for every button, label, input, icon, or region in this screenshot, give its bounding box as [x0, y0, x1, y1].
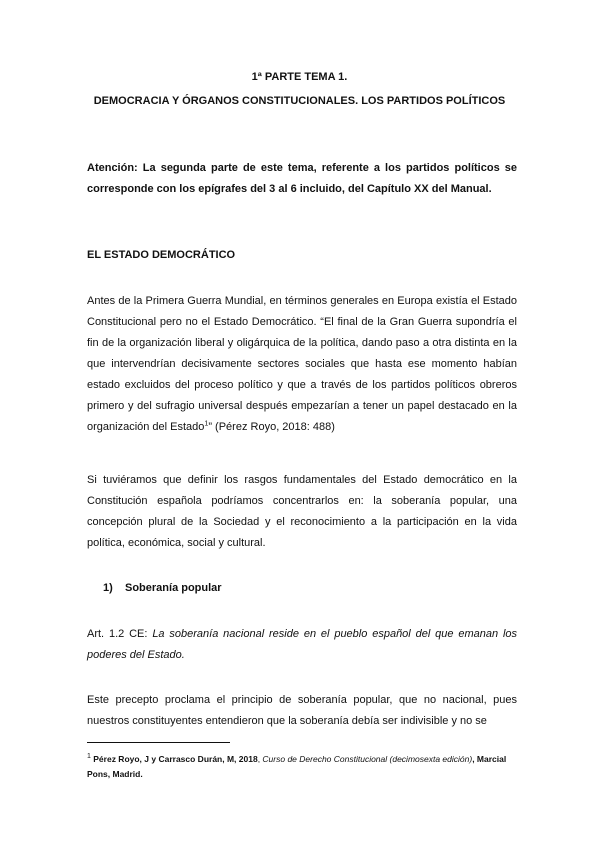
footnote-authors: Pérez Royo, J y Carrasco Durán, M, 2018: [90, 754, 258, 764]
subheading-title: Soberanía popular: [125, 582, 222, 594]
paragraph-1: [87, 291, 517, 438]
footnote: [87, 752, 517, 782]
paragraph-1-citation: (Pérez Royo, 2018: 488): [212, 421, 335, 433]
article-label: Art. 1.2 CE:: [87, 628, 153, 640]
subheading-number: 1): [103, 582, 113, 594]
paragraph-3: Este precepto proclama el principio de soberanía popular, que no nacional, pues nuestros constituyentes entendieron que la soberanía debía ser indivisible y no se: [87, 694, 517, 727]
paragraph-2: Si tuviéramos que definir los rasgos fundamentales del Estado democrático en la Constitución española podríamos concentrarlos en: la soberanía popular, una concepción plural de la Sociedad y el reconocimiento a la participación en la vida política, económica, social y cultural.: [87, 474, 517, 549]
footnote-sep: ,: [257, 754, 263, 764]
subheading: [87, 582, 222, 594]
footnote-divider: [87, 742, 230, 743]
footnote-number: 1: [87, 753, 91, 761]
section-title: EL ESTADO DEMOCRÁTICO: [87, 249, 236, 261]
article-quote: [87, 624, 517, 666]
notice-text: La segunda parte de este tema, referente a los partidos políticos se corresponde con los epígrafes del 3 al 6 incluido, del Capítulo XX del Manual.: [87, 162, 517, 195]
notice-label: Atención:: [87, 162, 138, 174]
paragraph-1-closing: ”: [208, 421, 212, 433]
paragraph-1-text: Antes de la Primera Guerra Mundial, en términos generales en Europa existía el Estado Constitucional pero no el Estado Democrático. “El final de la Gran Guerra supondría el fin de la organización liberal y oligárquica de la política, dando paso a otra distinta en la que intervendrían decisivamente sectores sociales que hasta ese momento habían estado excluidos del proceso político y que a través de los partidos políticos obreros primero y del sufragio universal después empezarían a tener un papel destacado en la organización del Estado: [87, 295, 517, 433]
header-line-1: 1ª PARTE TEMA 1.: [251, 71, 348, 83]
footnote-publisher: , Marcial Pons, Madrid.: [87, 754, 507, 779]
footnote-title: Curso de Derecho Constitucional (decimosexta edición): [262, 754, 473, 764]
notice-paragraph: [87, 158, 517, 200]
header-line-2: DEMOCRACIA Y ÓRGANOS CONSTITUCIONALES. LOS PARTIDOS POLÍTICOS: [93, 95, 506, 107]
article-text: La soberanía nacional reside en el pueblo español del que emanan los poderes del Estado.: [87, 628, 517, 661]
footnote-ref: 1: [204, 420, 209, 428]
